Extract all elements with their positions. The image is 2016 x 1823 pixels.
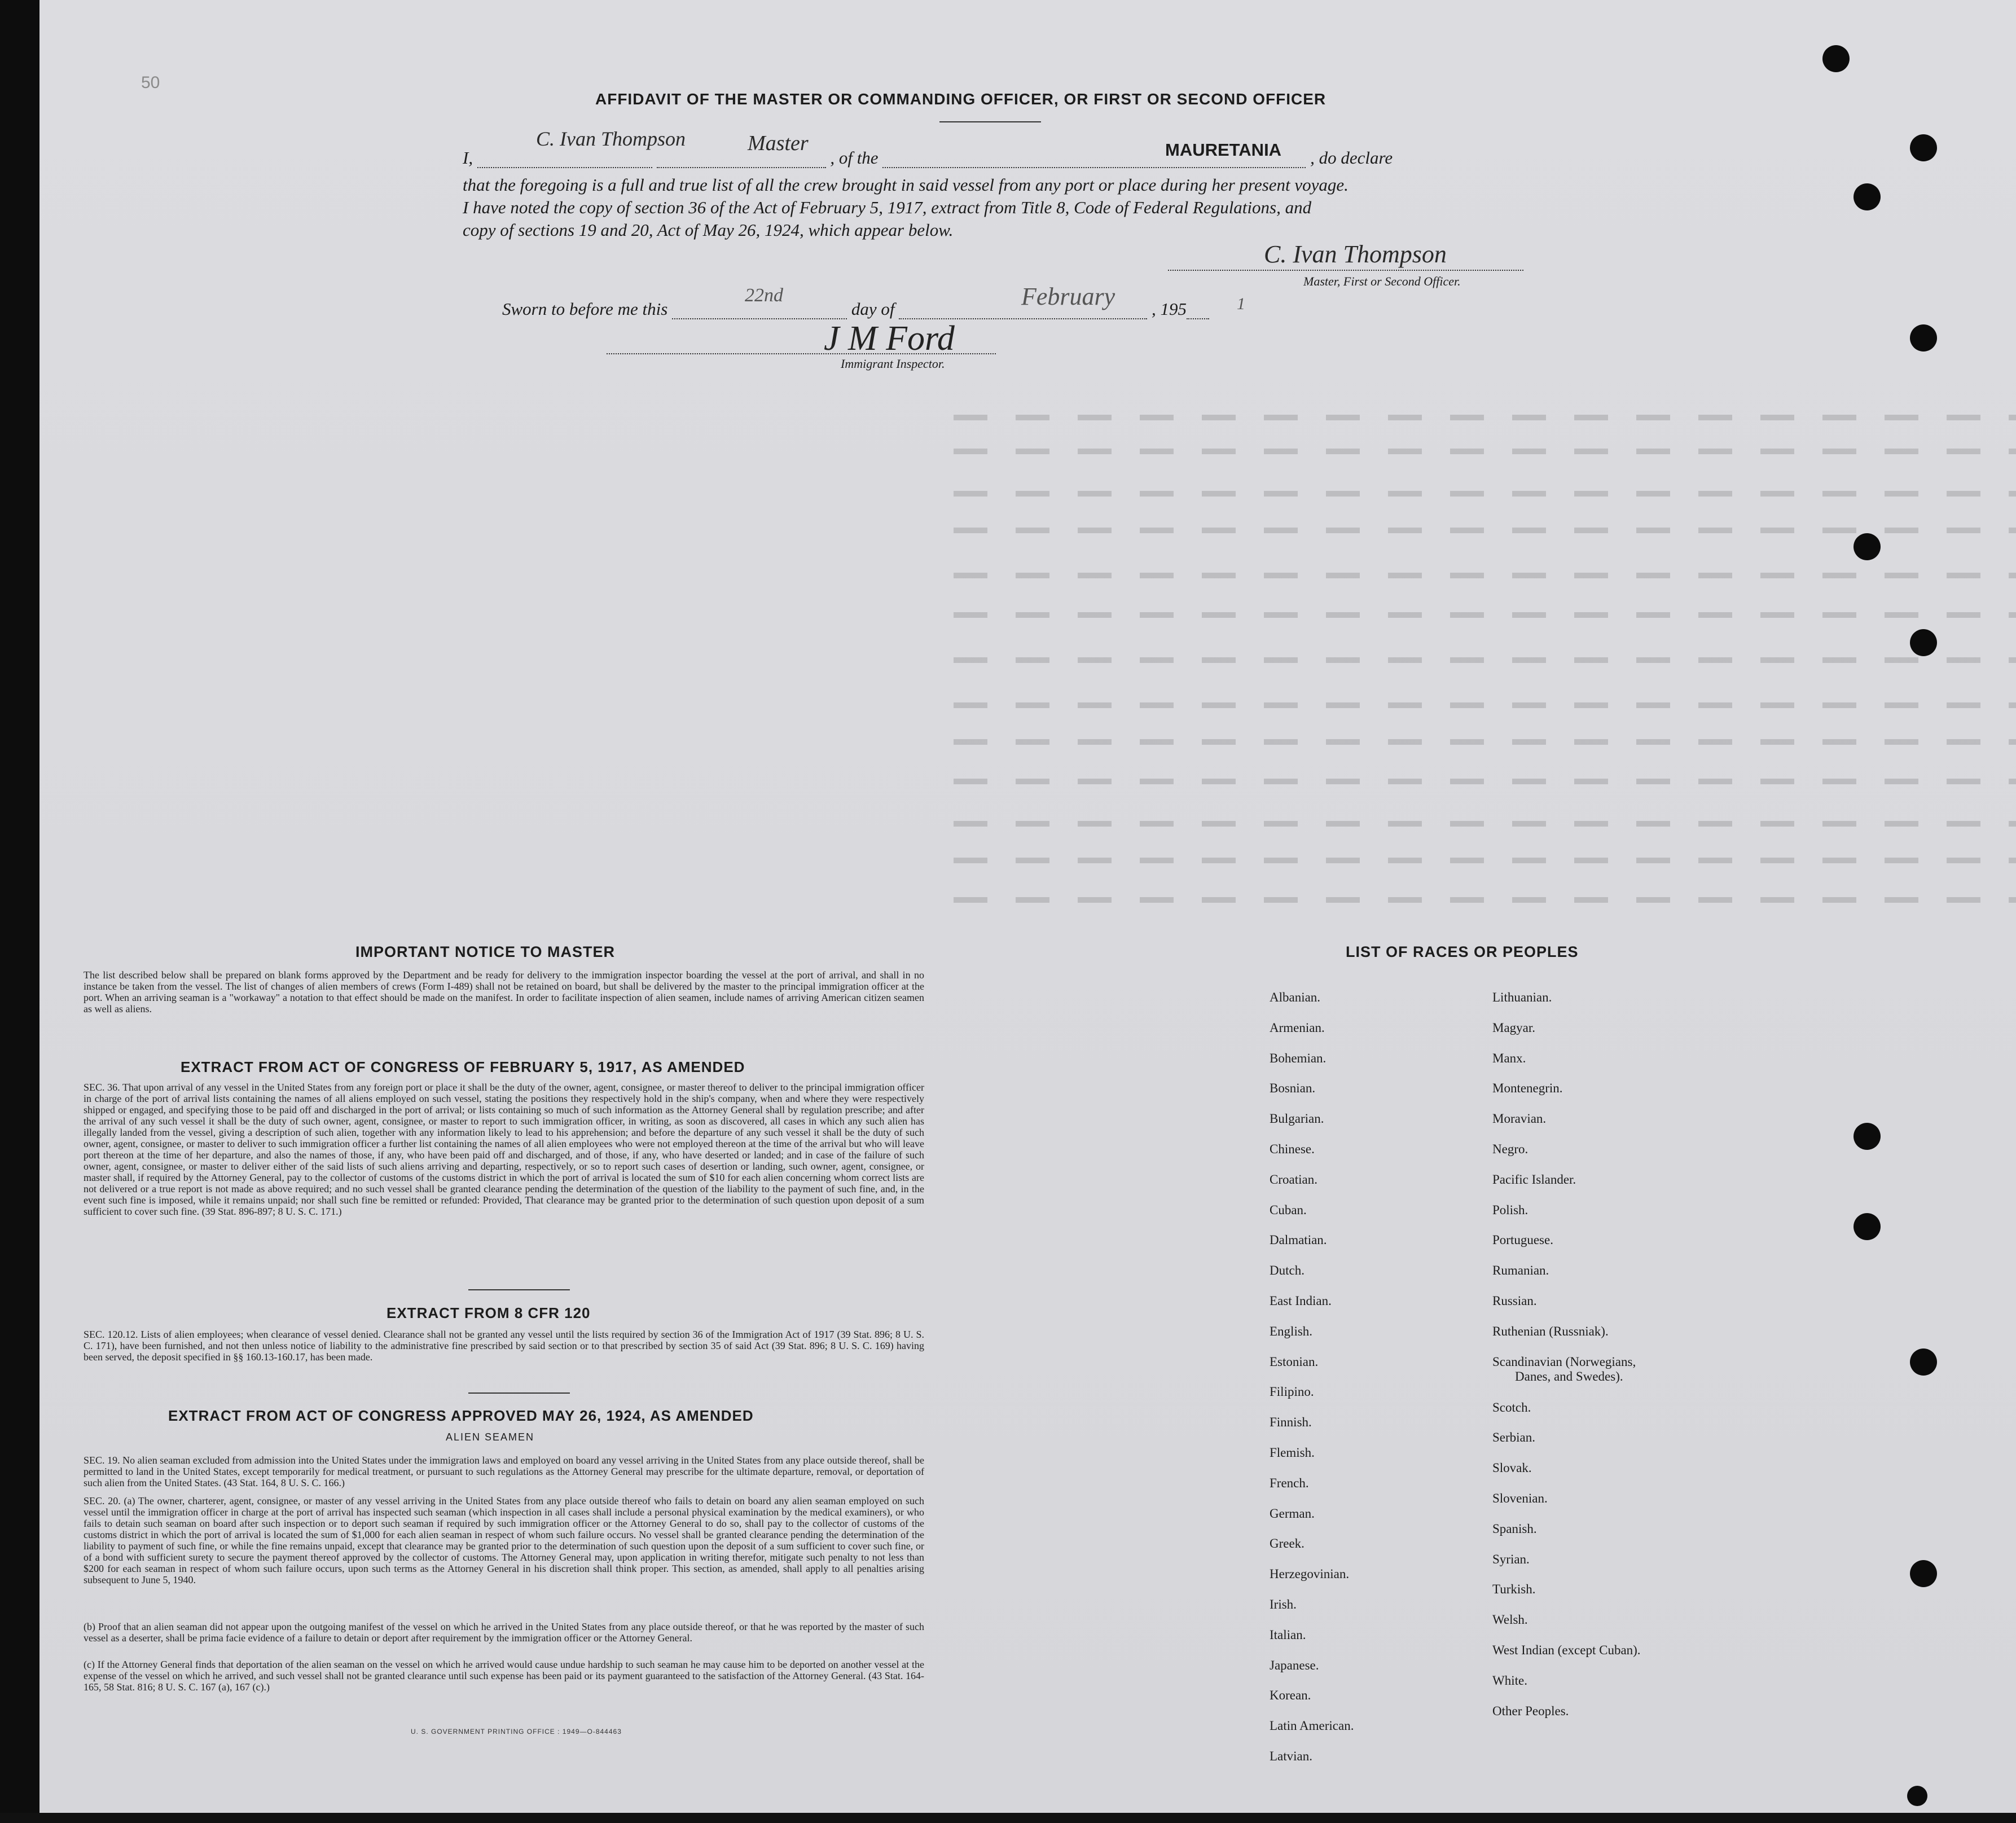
punch-hole-icon	[1854, 1123, 1881, 1150]
race-item: Cuban.	[1270, 1202, 1307, 1217]
sworn-month-handwritten: February	[1021, 283, 1115, 310]
race-item: Finnish.	[1270, 1415, 1312, 1430]
page-number: 50	[141, 73, 160, 92]
race-item: Italian.	[1270, 1627, 1306, 1642]
race-item: Chinese.	[1270, 1141, 1315, 1156]
extract-cfr-body: SEC. 120.12. Lists of alien employees; when clearance of vessel denied. Clearance shall not be granted any vessel until the lists required by section 36 of the Immigration Act of 1917 (39 Stat. 896; 8 U. S. C. 171), have been furnished, and not then unless notice of liability to the administrative fine prescribed by said section or to that prescribed by section 35 of said Act (39 Stat. 896; 8 U. S. C. 169) having been served, the deposit specified in §§ 160.13-160.17, has been made.	[84, 1329, 924, 1363]
punch-hole-icon	[1910, 134, 1937, 161]
race-item: Irish.	[1270, 1597, 1297, 1611]
race-item: Herzegovinian.	[1270, 1567, 1350, 1582]
inspector-caption: Immigrant Inspector.	[841, 357, 945, 371]
race-item: Armenian.	[1270, 1020, 1325, 1035]
punch-hole-icon	[1907, 1786, 1927, 1806]
race-item: German.	[1270, 1506, 1315, 1521]
affidavit-line-2: that the foregoing is a full and true list of all the crew brought in said vessel from any port or place during her present voyage.	[463, 175, 1349, 195]
race-item: Slovak.	[1492, 1461, 1532, 1475]
punch-hole-icon	[1910, 1560, 1937, 1587]
race-item: Portuguese.	[1492, 1233, 1553, 1247]
race-item: Montenegrin.	[1492, 1081, 1563, 1096]
race-item: East Indian.	[1270, 1293, 1332, 1308]
race-item: Welsh.	[1492, 1613, 1528, 1627]
divider	[939, 121, 1041, 122]
extract-1924-sec20a: SEC. 20. (a) The owner, charterer, agent, consignee, or master of any vessel arriving in the United States from any place outside thereof who fails to detain on board any alien seaman employed on such vessel until the immigration officer in charge at the port of arrival has inspected such seaman (which inspection in all cases shall include a personal physical examination by the medical examiners), or who fails to detain such seaman on board after such inspection or to deport such seaman if required by such immigration officer or the Attorney General to do so, shall pay to the collector of customs of the customs district in which the port of arrival is located the sum of $1,000 for each alien seaman in respect of whom such failure occurs. No vessel shall be granted clearance pending the determination of the liability to payment of such fine, or while the fine remains unpaid, except that clearance may be granted prior to the determination of such question upon the deposit of a sum sufficient to cover such fine, or of a bond with sufficient surety to secure the payment thereof approved by the collector of customs. The Attorney General may, upon application in writing therefor, mitigate such penalty to not less than $200 for each seaman in respect of whom such failure occurs, upon such terms as the Attorney General in his discretion shall think proper. This section, as amended, shall apply to all penalties arising subsequent to June 5, 1940.	[84, 1495, 924, 1585]
gpo-imprint: U. S. GOVERNMENT PRINTING OFFICE : 1949—O-844463	[411, 1728, 622, 1736]
year-field	[1187, 299, 1209, 319]
race-item: Latin American.	[1270, 1719, 1354, 1733]
race-item: Estonian.	[1270, 1354, 1319, 1369]
line1-prefix: I,	[463, 148, 473, 168]
race-item: Bohemian.	[1270, 1051, 1327, 1065]
race-item: Turkish.	[1492, 1582, 1536, 1597]
extract-cfr-title: EXTRACT FROM 8 CFR 120	[386, 1304, 591, 1321]
race-item: Ruthenian (Russniak).	[1492, 1324, 1609, 1338]
race-item: Magyar.	[1492, 1020, 1536, 1035]
inspector-signature: J M Ford	[824, 319, 955, 358]
divider	[468, 1392, 570, 1394]
affidavit-line-3: I have noted the copy of section 36 of the Act of February 5, 1917, extract from Title 8, Code of Federal Regulations, and	[463, 197, 1312, 217]
race-item: Spanish.	[1492, 1521, 1537, 1536]
race-item: Moravian.	[1492, 1112, 1547, 1126]
race-item: Danes, and Swedes).	[1515, 1369, 1623, 1383]
race-item: Croatian.	[1270, 1172, 1317, 1187]
race-item: Russian.	[1492, 1293, 1537, 1308]
race-item: Syrian.	[1492, 1552, 1530, 1566]
notice-body: The list described below shall be prepared on blank forms approved by the Department and be ready for delivery to the immigration inspector boarding the vessel at the port of arrival, and shall in no instance be taken from the vessel. The list of changes of alien members of crews (Form I-489) shall not be retained on board, but shall be delivered by the master to the principal immigration officer at the port. When an arriving seaman is a "workaway" a notation to that effect should be made on the manifest. In order to facilitate inspection of alien seamen, include names of arriving American citizen seamen as well as aliens.	[84, 969, 924, 1014]
race-item: Bosnian.	[1270, 1081, 1316, 1096]
race-item: Other Peoples.	[1492, 1703, 1569, 1718]
punch-hole-icon	[1910, 629, 1937, 656]
punch-hole-icon	[1854, 183, 1881, 210]
sworn-prefix: Sworn to before me this	[502, 299, 668, 319]
races-column-1	[1270, 990, 1354, 1780]
affidavit-title: AFFIDAVIT OF THE MASTER OR COMMANDING OFFICER, OR FIRST OR SECOND OFFICER	[595, 90, 1327, 108]
line1-suffix: , do declare	[1310, 148, 1393, 168]
sworn-day-handwritten: 22nd	[745, 285, 783, 306]
extract-1924-sec20c: (c) If the Attorney General finds that deportation of the alien seaman on the vessel on which he arrived would cause undue hardship to such seaman he may cause him to be deported on another vessel at the expense of the vessel on which he arrived, and such vessel shall not be granted clearance until such expense has been paid or its payment guaranteed to the satisfaction of the Attorney General. (43 Stat. 164-165, 58 Stat. 816; 8 U. S. C. 167 (a), 167 (c).)	[84, 1659, 924, 1693]
race-item: Albanian.	[1270, 990, 1321, 1004]
rank-handwritten: Master	[748, 131, 809, 155]
punch-hole-icon	[1910, 324, 1937, 352]
race-item: Scandinavian (Norwegians,	[1492, 1354, 1636, 1369]
race-item: Scotch.	[1492, 1400, 1531, 1415]
race-item: Latvian.	[1270, 1749, 1312, 1763]
vessel-name: MAURETANIA	[1165, 140, 1282, 160]
year-handwritten: 1	[1237, 295, 1245, 313]
extract-1924-title: EXTRACT FROM ACT OF CONGRESS APPROVED MAY 26, 1924, AS AMENDED	[168, 1407, 754, 1424]
race-item: Dutch.	[1270, 1263, 1305, 1278]
punch-hole-icon	[1910, 1348, 1937, 1376]
race-item: Filipino.	[1270, 1385, 1314, 1399]
race-item: Serbian.	[1492, 1430, 1536, 1445]
races-column-2	[1492, 990, 1641, 1734]
race-item: French.	[1270, 1475, 1309, 1490]
punch-hole-icon	[1854, 1213, 1881, 1240]
race-item: Rumanian.	[1492, 1263, 1549, 1278]
race-item: Lithuanian.	[1492, 990, 1552, 1004]
master-signature: C. Ivan Thompson	[1264, 240, 1447, 268]
race-item: Japanese.	[1270, 1658, 1319, 1672]
race-item: Dalmatian.	[1270, 1233, 1327, 1247]
day-of: day of	[851, 299, 895, 319]
officer-name-handwritten: C. Ivan Thompson	[536, 128, 686, 150]
race-item: Polish.	[1492, 1202, 1529, 1217]
punch-hole-icon	[1854, 533, 1881, 560]
signature-line	[1168, 270, 1523, 271]
line1-of-the: , of the	[830, 148, 879, 168]
officer-name-field	[477, 148, 652, 168]
race-item: Bulgarian.	[1270, 1112, 1324, 1126]
punch-hole-icon	[1822, 45, 1850, 72]
extract-1924-sec19: SEC. 19. No alien seaman excluded from admission into the United States under the immigration laws and employed on board any vessel arriving in the United States from any place outside thereof, shall be permitted to land in the United States, except temporarily for medical treatment, or pursuant to such regulations as the Attorney General may prescribe for the ultimate departure, removal, or deportation of such alien from the United States. (43 Stat. 164, 8 U. S. C. 166.)	[84, 1455, 924, 1488]
inspector-line	[607, 353, 996, 354]
scan-bottom-edge	[0, 1813, 2016, 1823]
extract-1917-body: SEC. 36. That upon arrival of any vessel in the United States from any foreign port or place it shall be the duty of the owner, agent, consignee, or master thereof to deliver to the principal immigration officer in charge of the port of arrival lists containing the names of all aliens employed on such vessel, stating the positions they respectively hold in the ship's company, when and where they were respectively shipped or engaged, and specifying those to be paid off and discharged in the port of arrival; or lists containing so much of such information as the Attorney General shall by regulation prescribe; and after the arrival of any such vessel it shall be the duty of such owner, agent, consignee, or master to report to such immigration officer, in writing, as soon as discovered, all cases in which any such alien has illegally landed from the vessel, giving a description of such alien, together with any information likely to lead to his apprehension; and before the departure of any such vessel it shall be the duty of such owner, agent, consignee, or master to deliver to such immigration officer a further list containing the names of all alien employees who were not employed thereon at the time of the arrival but who will leave port thereon at the time of her departure, and also the names of those, if any, who have been paid off and discharged, and of those, if any, who have deserted or landed; and in case of the failure of such owner, agent, consignee, or master to deliver either of the said lists of such aliens arriving and departing, respectively, or so to report such cases of desertion or landing, such owner, agent, consignee, or master shall, if required by the Attorney General, pay to the collector of customs of the customs district in which the port of arrival is located the sum of $10 for each alien concerning whom correct lists are not delivered or a true report is not made as above required; and no such vessel shall be granted clearance pending the determination of the question of the liability to the payment of such fine, and, in the event such fine is imposed, while it remains unpaid; nor shall such fine be remitted or refunded: Provided, That clearance may be granted prior to the determination of such question upon deposit of a sum sufficient to cover such fine. (39 Stat. 896-897; 8 U. S. C. 171.)	[84, 1082, 924, 1217]
race-item: Korean.	[1270, 1688, 1311, 1703]
affidavit-line-4: copy of sections 19 and 20, Act of May 26, 1924, which appear below.	[463, 220, 954, 240]
race-item: Greek.	[1270, 1536, 1305, 1551]
race-item: Slovenian.	[1492, 1491, 1548, 1505]
race-item: English.	[1270, 1324, 1313, 1338]
race-item: West Indian (except Cuban).	[1492, 1642, 1641, 1657]
notice-title: IMPORTANT NOTICE TO MASTER	[355, 943, 615, 960]
race-item: Negro.	[1492, 1141, 1529, 1156]
race-item: Flemish.	[1270, 1445, 1315, 1460]
race-item: White.	[1492, 1673, 1527, 1688]
race-item: Pacific Islander.	[1492, 1172, 1576, 1187]
signature-caption: Master, First or Second Officer.	[1303, 274, 1461, 288]
divider	[468, 1289, 570, 1290]
extract-1917-title: EXTRACT FROM ACT OF CONGRESS OF FEBRUARY 5, 1917, AS AMENDED	[181, 1058, 745, 1075]
alien-seamen-subtitle: ALIEN SEAMEN	[446, 1431, 535, 1443]
year-prefix: , 195	[1151, 299, 1187, 319]
scan-edge	[0, 0, 39, 1823]
races-title: LIST OF RACES OR PEOPLES	[1346, 943, 1579, 960]
race-item: Manx.	[1492, 1051, 1526, 1065]
extract-1924-sec20b: (b) Proof that an alien seaman did not appear upon the outgoing manifest of the vessel on which he arrived in the United States from any place outside thereof, or that he was reported by the master of such vessel as a deserter, shall be prima facie evidence of a failure to detain or deport after requirement by the immigration officer or the Attorney General.	[84, 1621, 924, 1644]
